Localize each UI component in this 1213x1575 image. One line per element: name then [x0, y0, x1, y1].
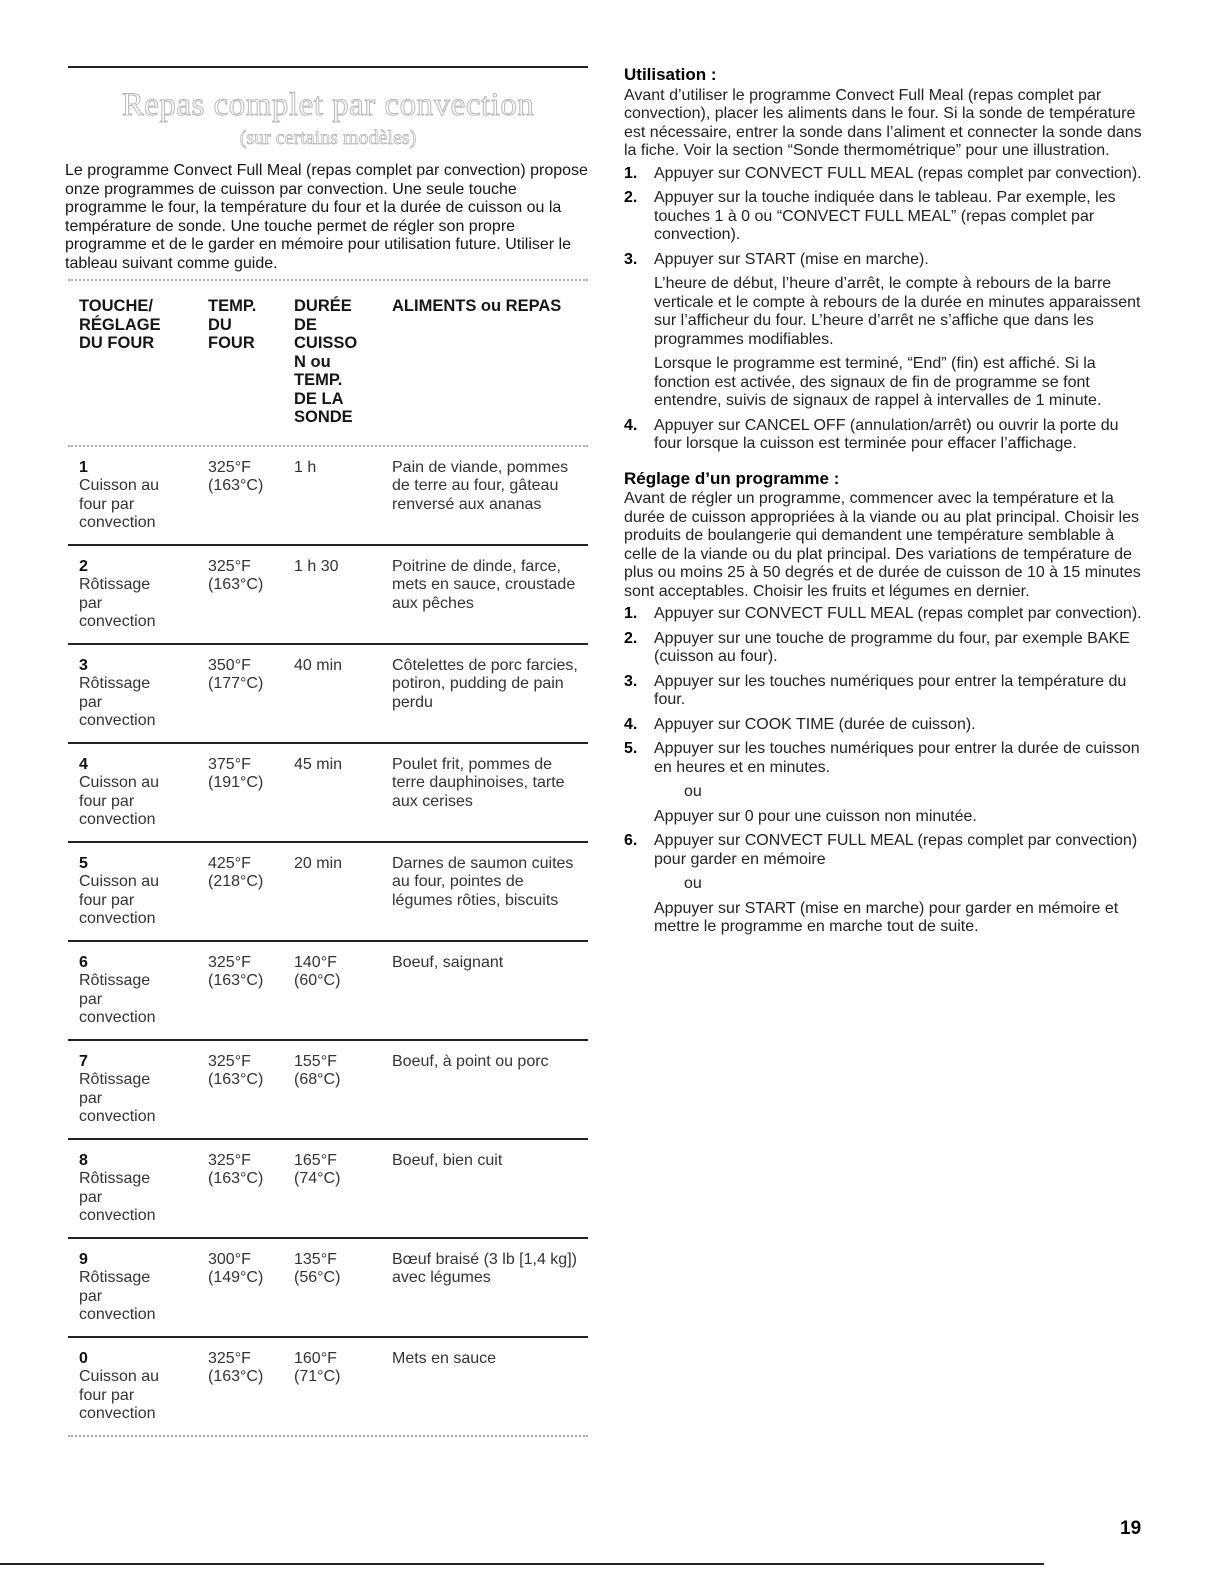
cell-food: Pain de viande, pommes de terre au four, gâteau renversé aux ananas: [392, 458, 569, 513]
step-text: Appuyer sur COOK TIME (durée de cuisson).: [654, 715, 976, 733]
step-text: L’heure de début, l’heure d’arrêt, le compte à rebours de la barre verticale et le compte à rebours de la durée en minutes apparaissent sur l’afficheur du four. L’heure d’arrêt ne s’affiche que dans les programmes modifiables.: [654, 275, 1141, 348]
cell-temp: [208, 1251, 294, 1336]
cell-temp: [208, 657, 294, 742]
table-row: [68, 447, 588, 544]
cell-key: [79, 855, 208, 940]
duration-value: (56°C): [294, 1269, 341, 1286]
temp-fahrenheit: 300°F: [208, 1250, 251, 1268]
cell-key: [79, 657, 208, 742]
temp-fahrenheit: 325°F: [208, 1052, 251, 1070]
temp-fahrenheit: 375°F: [208, 755, 251, 773]
cooking-mode: Rôtissage: [79, 1071, 151, 1088]
key-number: 3: [79, 656, 88, 674]
section-heading-reglage: Réglage d’un programme :: [624, 468, 840, 488]
cell-food: Côtelettes de porc farcies, potiron, pudding de pain perdu: [392, 656, 578, 711]
cell-duration: [294, 1053, 392, 1138]
cell-temp: [208, 558, 294, 643]
step-item: [624, 716, 1146, 735]
step-text: Appuyer sur START (mise en marche).: [654, 250, 929, 268]
cooking-mode: Rôtissage: [79, 1170, 151, 1187]
cooking-mode: convection: [79, 1306, 156, 1323]
temp-celsius: (163°C): [208, 972, 264, 989]
key-number: 6: [79, 953, 88, 971]
table-row: [68, 1239, 588, 1336]
key-number: 8: [79, 1151, 88, 1169]
cooking-mode: convection: [79, 1405, 156, 1422]
duration-value: (68°C): [294, 1071, 341, 1088]
duration-value: 20 min: [294, 854, 343, 872]
cell-duration: [294, 1152, 392, 1237]
step-body: [654, 716, 1146, 735]
temp-celsius: (218°C): [208, 873, 264, 890]
cell-duration: [294, 459, 392, 544]
cooking-mode: four par: [79, 891, 135, 909]
duration-value: 140°F: [294, 953, 337, 971]
key-number: 2: [79, 557, 88, 575]
utilisation-intro: Avant d’utiliser le programme Convect Full Meal (repas complet par convection), placer les aliments dans le four. Si la sonde de température est nécessaire, entrer la sonde dans l’aliment et connecter la sonde dans la fiche. Voir la section “Sonde thermométrique” pour une illustration.: [624, 86, 1142, 159]
step-number: 6.: [624, 832, 638, 849]
cell-food: Darnes de saumon cuites au four, pointes de légumes rôties, biscuits: [392, 854, 574, 909]
table-row: [68, 744, 588, 841]
temp-celsius: (191°C): [208, 774, 264, 791]
temp-celsius: (163°C): [208, 1071, 264, 1088]
key-number: 5: [79, 854, 88, 872]
cell-duration: [294, 756, 392, 841]
duration-value: 155°F: [294, 1052, 337, 1070]
step-text: Appuyer sur 0 pour une cuisson non minutée.: [654, 807, 977, 825]
step-number: 5.: [624, 740, 638, 757]
cooking-mode: four par: [79, 792, 135, 810]
duration-value: 40 min: [294, 656, 343, 674]
step-body: [654, 832, 1146, 937]
step-item: [624, 832, 1146, 937]
step-text: Appuyer sur CONVECT FULL MEAL (repas complet par convection) pour garder en mémoire: [654, 832, 1138, 868]
page-title: Repas complet par convection: [121, 87, 535, 123]
step-body: [654, 189, 1146, 245]
step-text: Appuyer sur CONVECT FULL MEAL (repas complet par convection).: [654, 164, 1142, 182]
cell-key: [79, 1053, 208, 1138]
step-text: Lorsque le programme est terminé, “End” (fin) est affiché. Si la fonction est activée, des signaux de fin de programme se font entendre, suivis de signaux de rappel à intervalles de 1 minute.: [654, 355, 1102, 409]
step-item: [624, 417, 1146, 454]
duration-value: 45 min: [294, 755, 343, 773]
step-body: [654, 417, 1146, 454]
cooking-mode: convection: [79, 514, 156, 531]
duration-value: 1 h: [294, 458, 317, 476]
step-text: Appuyer sur les touches numériques pour entrer la température du four.: [654, 672, 1127, 708]
cell-temp: [208, 954, 294, 1039]
step-number: 2.: [624, 189, 638, 206]
table-header: [68, 281, 588, 427]
temp-celsius: (177°C): [208, 675, 264, 692]
footer-rule: [0, 1563, 1044, 1565]
cooking-mode: par: [79, 1287, 103, 1305]
step-number: 1.: [624, 164, 638, 182]
cooking-mode: Cuisson au: [79, 1368, 160, 1385]
dotted-divider: [68, 1435, 588, 1437]
left-column: [65, 66, 588, 1437]
temp-celsius: (163°C): [208, 1368, 264, 1385]
cell-key: [79, 1152, 208, 1237]
cooking-mode: Cuisson au: [79, 774, 160, 791]
temp-celsius: (149°C): [208, 1269, 264, 1286]
cell-food: Poulet frit, pommes de terre dauphinoises, tarte aux cerises: [392, 755, 565, 810]
cell-duration: [294, 954, 392, 1039]
intro-paragraph: Le programme Convect Full Meal (repas complet par convection) propose onze programmes de cuisson par convection. Une seule touche programme le four, la température du four et la durée de cuisson ou la température de sonde. Une touche permet de régler son propre programme et de le garder en mémoire pour utilisation future. Utiliser le tableau suivant comme guide.: [65, 162, 588, 272]
cooking-mode: convection: [79, 910, 156, 927]
step-number: 1.: [624, 605, 638, 622]
step-body: [654, 740, 1146, 826]
key-number: 9: [79, 1250, 88, 1268]
temp-fahrenheit: 325°F: [208, 1151, 251, 1169]
cell-duration: [294, 558, 392, 643]
duration-value: 135°F: [294, 1250, 337, 1268]
cell-key: [79, 1350, 208, 1435]
cell-key: [79, 1251, 208, 1336]
step-body: [654, 605, 1146, 624]
cooking-mode: Rôtissage: [79, 675, 151, 692]
table-row: [68, 1140, 588, 1237]
step-text: Appuyer sur CANCEL OFF (annulation/arrêt) ou ouvrir la porte du four lorsque la cuisson est terminée pour effacer l’affichage.: [654, 416, 1119, 452]
cell-temp: [208, 756, 294, 841]
reglage-intro: Avant de régler un programme, commencer avec la température et la durée de cuisson appropriées à la viande ou au plat principal. Choisir les produits de boulangerie qui demandent une température semblable à celle de la viande ou du plat principal. Des variations de température de plus ou moins 25 à 50 degrés et de durée de cuisson de 10 à 15 minutes sont acceptables. Choisir les fruits et légumes en dernier.: [624, 490, 1141, 600]
top-rule: [68, 66, 588, 68]
cooking-mode: four par: [79, 1386, 135, 1404]
temp-fahrenheit: 425°F: [208, 854, 251, 872]
cooking-mode: convection: [79, 613, 156, 630]
cooking-mode: convection: [79, 1108, 156, 1125]
temp-fahrenheit: 350°F: [208, 656, 251, 674]
utilisation-steps: [624, 165, 1146, 454]
cooking-mode: par: [79, 594, 103, 612]
header-key: TOUCHE/ RÉGLAGE DU FOUR: [79, 297, 161, 352]
step-or: ou: [684, 783, 702, 800]
duration-value: 165°F: [294, 1151, 337, 1169]
section-heading-utilisation: Utilisation :: [624, 65, 717, 84]
step-body: [654, 673, 1146, 710]
cell-key: [79, 756, 208, 841]
table-row: [68, 546, 588, 643]
duration-value: (74°C): [294, 1170, 341, 1187]
cell-duration: [294, 855, 392, 940]
cell-key: [79, 954, 208, 1039]
page-subtitle: (sur certains modèles): [239, 127, 417, 149]
cell-temp: [208, 855, 294, 940]
reglage-steps: [624, 605, 1146, 937]
step-body: [654, 630, 1146, 667]
cooking-mode: Rôtissage: [79, 1269, 151, 1286]
cell-temp: [208, 1152, 294, 1237]
cooking-mode: convection: [79, 712, 156, 729]
temp-fahrenheit: 325°F: [208, 557, 251, 575]
cell-food: Boeuf, bien cuit: [392, 1151, 503, 1169]
cell-duration: [294, 1251, 392, 1336]
cooking-mode: convection: [79, 1207, 156, 1224]
key-number: 0: [79, 1349, 88, 1367]
table-row: [68, 1041, 588, 1138]
cooking-mode: four par: [79, 495, 135, 513]
step-or: ou: [684, 875, 702, 892]
temp-celsius: (163°C): [208, 576, 264, 593]
header-duration: DURÉE DE CUISSO N ou TEMP. DE LA SONDE: [294, 297, 358, 426]
step-number: 4.: [624, 715, 638, 733]
header-temp: TEMP. DU FOUR: [208, 297, 257, 352]
temp-celsius: (163°C): [208, 477, 264, 494]
table-row: [68, 942, 588, 1039]
step-text: Appuyer sur la touche indiquée dans le tableau. Par exemple, les touches 1 à 0 ou “CONVECT FULL MEAL” (repas complet par convection).: [654, 189, 1116, 243]
cooking-mode: convection: [79, 811, 156, 828]
temp-celsius: (163°C): [208, 1170, 264, 1187]
step-body: [654, 165, 1146, 184]
table-body: [68, 447, 588, 1435]
step-text: Appuyer sur une touche de programme du four, par exemple BAKE (cuisson au four).: [654, 629, 1130, 665]
header-food: ALIMENTS ou REPAS: [392, 297, 562, 315]
cooking-mode: Rôtissage: [79, 576, 151, 593]
cell-duration: [294, 657, 392, 742]
step-item: [624, 189, 1146, 245]
cell-food: Boeuf, saignant: [392, 953, 504, 971]
step-number: 4.: [624, 416, 638, 434]
step-number: 3.: [624, 250, 638, 268]
step-text: Appuyer sur CONVECT FULL MEAL (repas complet par convection).: [654, 605, 1142, 622]
step-item: [624, 740, 1146, 826]
right-column: [624, 66, 1146, 943]
table-row: [68, 1338, 588, 1435]
step-item: [624, 605, 1146, 624]
table-row: [68, 645, 588, 742]
duration-value: 160°F: [294, 1349, 337, 1367]
step-body: [654, 251, 1146, 411]
cell-key: [79, 558, 208, 643]
cooking-mode: Rôtissage: [79, 972, 151, 989]
cooking-mode: par: [79, 1188, 103, 1206]
step-item: [624, 673, 1146, 710]
step-item: [624, 251, 1146, 411]
temp-fahrenheit: 325°F: [208, 953, 251, 971]
temp-fahrenheit: 325°F: [208, 1349, 251, 1367]
cell-temp: [208, 1350, 294, 1435]
step-text: Appuyer sur les touches numériques pour entrer la durée de cuisson en heures et en minutes.: [654, 740, 1140, 776]
cell-food: Boeuf, à point ou porc: [392, 1052, 549, 1070]
page-number: 19: [1120, 1518, 1142, 1539]
cooking-mode: par: [79, 990, 103, 1008]
duration-value: (60°C): [294, 972, 341, 989]
cell-food: Mets en sauce: [392, 1349, 497, 1367]
step-text: Appuyer sur START (mise en marche) pour garder en mémoire et mettre le programme en marche tout de suite.: [654, 899, 1119, 935]
key-number: 7: [79, 1052, 88, 1070]
key-number: 4: [79, 755, 88, 773]
duration-value: 1 h 30: [294, 557, 339, 575]
cell-food: Bœuf braisé (3 lb [1,4 kg]) avec légumes: [392, 1250, 577, 1286]
cooking-mode: Cuisson au: [79, 873, 160, 890]
cell-duration: [294, 1350, 392, 1435]
cooking-mode: convection: [79, 1009, 156, 1026]
cell-temp: [208, 1053, 294, 1138]
step-number: 2.: [624, 629, 638, 647]
temp-fahrenheit: 325°F: [208, 458, 251, 476]
table-row: [68, 843, 588, 940]
step-number: 3.: [624, 672, 638, 690]
cooking-mode: par: [79, 693, 103, 711]
duration-value: (71°C): [294, 1368, 341, 1385]
cell-temp: [208, 459, 294, 544]
step-item: [624, 165, 1146, 184]
cooking-mode: par: [79, 1089, 103, 1107]
cooking-mode: Cuisson au: [79, 477, 160, 494]
key-number: 1: [79, 458, 88, 476]
cell-food: Poitrine de dinde, farce, mets en sauce, croustade aux pêches: [392, 557, 576, 612]
cell-key: [79, 459, 208, 544]
step-item: [624, 630, 1146, 667]
